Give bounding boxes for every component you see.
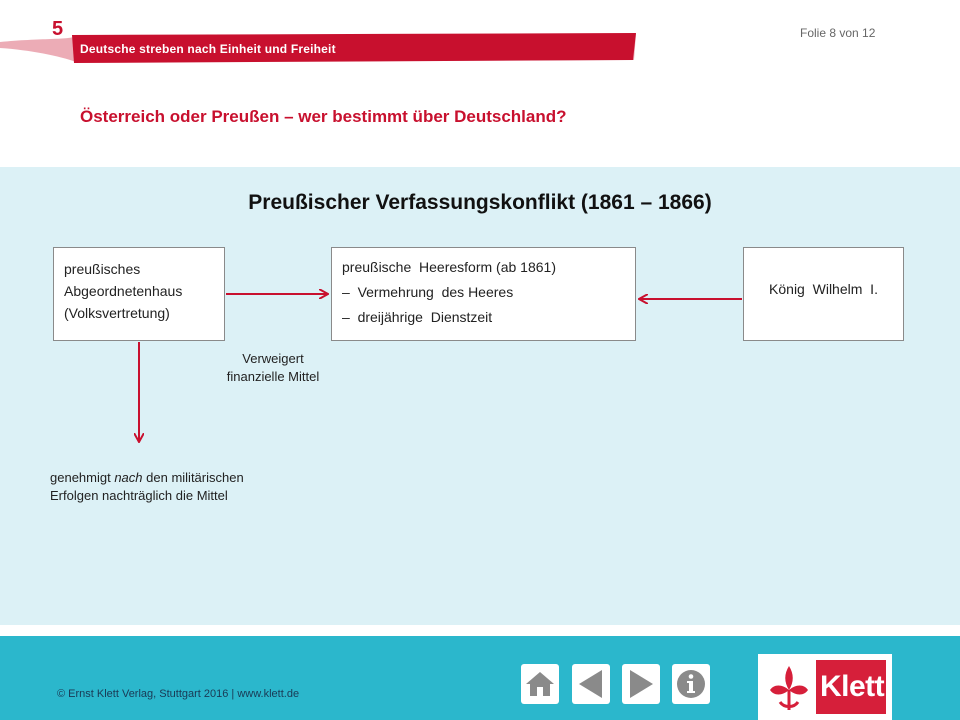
box-wilhelm <box>743 247 904 341</box>
label-line: Verweigert <box>242 351 304 366</box>
info-button[interactable] <box>672 664 710 704</box>
box-line: Abgeordnetenhaus <box>64 283 183 299</box>
previous-slide-button[interactable] <box>572 664 610 704</box>
diagram-heading: Preußischer Verfassungskonflikt (1861 – 1866) <box>248 191 712 214</box>
label-text: den militärischen <box>142 470 244 485</box>
box-line: preußisches <box>64 261 141 277</box>
label-refused <box>207 350 339 386</box>
label-text: genehmigt <box>50 470 115 485</box>
klett-lily-icon <box>764 662 814 714</box>
box-line: preußische Heeresform (ab 1861) <box>342 259 556 275</box>
slide-counter: Folie 8 von 12 <box>800 26 876 40</box>
klett-logo[interactable] <box>758 654 892 720</box>
klett-logo-text: Klett <box>820 670 885 703</box>
content-panel <box>0 167 960 625</box>
label-emphasis: nach <box>114 470 143 485</box>
arrow-right-icon <box>622 664 660 704</box>
box-abgeordnetenhaus <box>53 247 225 341</box>
label-line: Erfolgen nachträglich die Mittel <box>50 488 228 503</box>
label-line: finanzielle Mittel <box>226 369 320 384</box>
chapter-number: 5 <box>52 18 64 40</box>
page-title: Österreich oder Preußen – wer bestimmt über Deutschland? <box>80 107 567 126</box>
next-slide-button[interactable] <box>622 664 660 704</box>
box-heeresreform <box>331 247 636 341</box>
chapter-title: Deutsche streben nach Einheit und Freiheit <box>80 42 336 56</box>
label-line <box>50 469 350 487</box>
copyright: © Ernst Klett Verlag, Stuttgart 2016 | www.klett.de <box>57 688 300 700</box>
info-icon <box>672 664 710 704</box>
home-button[interactable] <box>521 664 559 704</box>
box-line: (Volksvertretung) <box>64 305 170 321</box>
box-line: – dreijährige Dienstzeit <box>342 309 493 325</box>
arrow-left-icon <box>572 664 610 704</box>
home-icon <box>521 664 559 704</box>
label-approved <box>50 469 350 505</box>
box-line: König Wilhelm I. <box>769 281 878 297</box>
box-line: – Vermehrung des Heeres <box>342 284 514 300</box>
